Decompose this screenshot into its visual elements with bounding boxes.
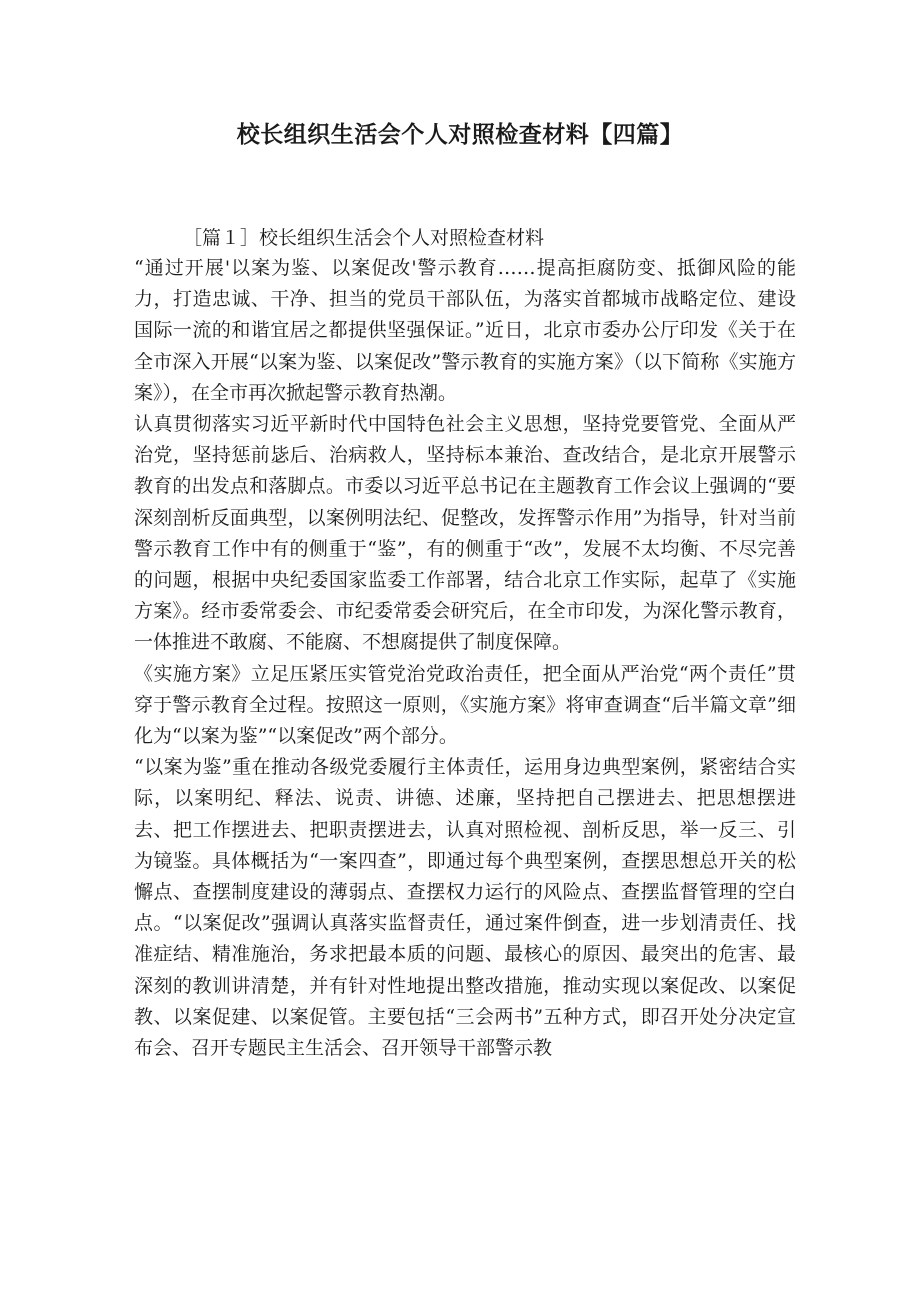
section-heading: ［篇１］校长组织生活会个人对照检查材料 [183, 227, 545, 249]
paragraph: “通过开展'以案为鉴、以案促改'警示教育……提高拒腐防变、抵御风险的能力，打造忠诚、干净、担当的党员干部队伍，为落实首都城市战略定位、建设国际一流的和谐宜居之都提供坚强保证。”近日，北京市委办公厅印发《关于在全市深入开展“以案为鉴、以案促改”警示教育的实施方案》（以下简称《实施方案》），在全市再次掀起警示教育热潮。 [134, 257, 796, 404]
paragraph: 《实施方案》立足压紧压实管党治党政治责任，把全面从严治党“两个责任”贯穿于警示教育全过程。按照这一原则，《实施方案》将审查调查“后半篇文章”细化为“以案为鉴”“以案促改”两个部分。 [134, 662, 796, 748]
document-title: 校长组织生活会个人对照检查材料【四篇】 [236, 122, 684, 148]
document-body [134, 253, 796, 1064]
paragraph: 认真贯彻落实习近平新时代中国特色社会主义思想，坚持党要管党、全面从严治党，坚持惩前毖后、治病救人，坚持标本兼治、查改结合，是北京开展警示教育的出发点和落脚点。市委以习近平总书记在主题教育工作会议上强调的“要深刻剖析反面典型，以案例明法纪、促整改，发挥警示作用”为指导，针对当前警示教育工作中有的侧重于“鉴”，有的侧重于“改”，发展不太均衡、不尽完善的问题，根据中央纪委国家监委工作部署，结合北京工作实际，起草了《实施方案》。经市委常委会、市纪委常委会研究后，在全市印发，为深化警示教育，一体推进不敢腐、不能腐、不想腐提供了制度保障。 [134, 413, 796, 654]
paragraph: “以案为鉴”重在推动各级党委履行主体责任，运用身边典型案例，紧密结合实际，以案明纪、释法、说责、讲德、述廉，坚持把自己摆进去、把思想摆进去、把工作摆进去、把职责摆进去，认真对照检视、剖析反思，举一反三、引为镜鉴。具体概括为“一案四查”，即通过每个典型案例，查摆思想总开关的松懈点、查摆制度建设的薄弱点、查摆权力运行的风险点、查摆监督管理的空白点。“以案促改”强调认真落实监督责任，通过案件倒查，进一步划清责任、找准症结、精准施治，务求把最本质的问题、最核心的原因、最突出的危害、最深刻的教训讲清楚，并有针对性地提出整改措施，推动实现以案促改、以案促教、以案促建、以案促管。主要包括“三会两书”五种方式，即召开处分决定宣布会、召开专题民主生活会、召开领导干部警示教 [134, 756, 796, 1060]
